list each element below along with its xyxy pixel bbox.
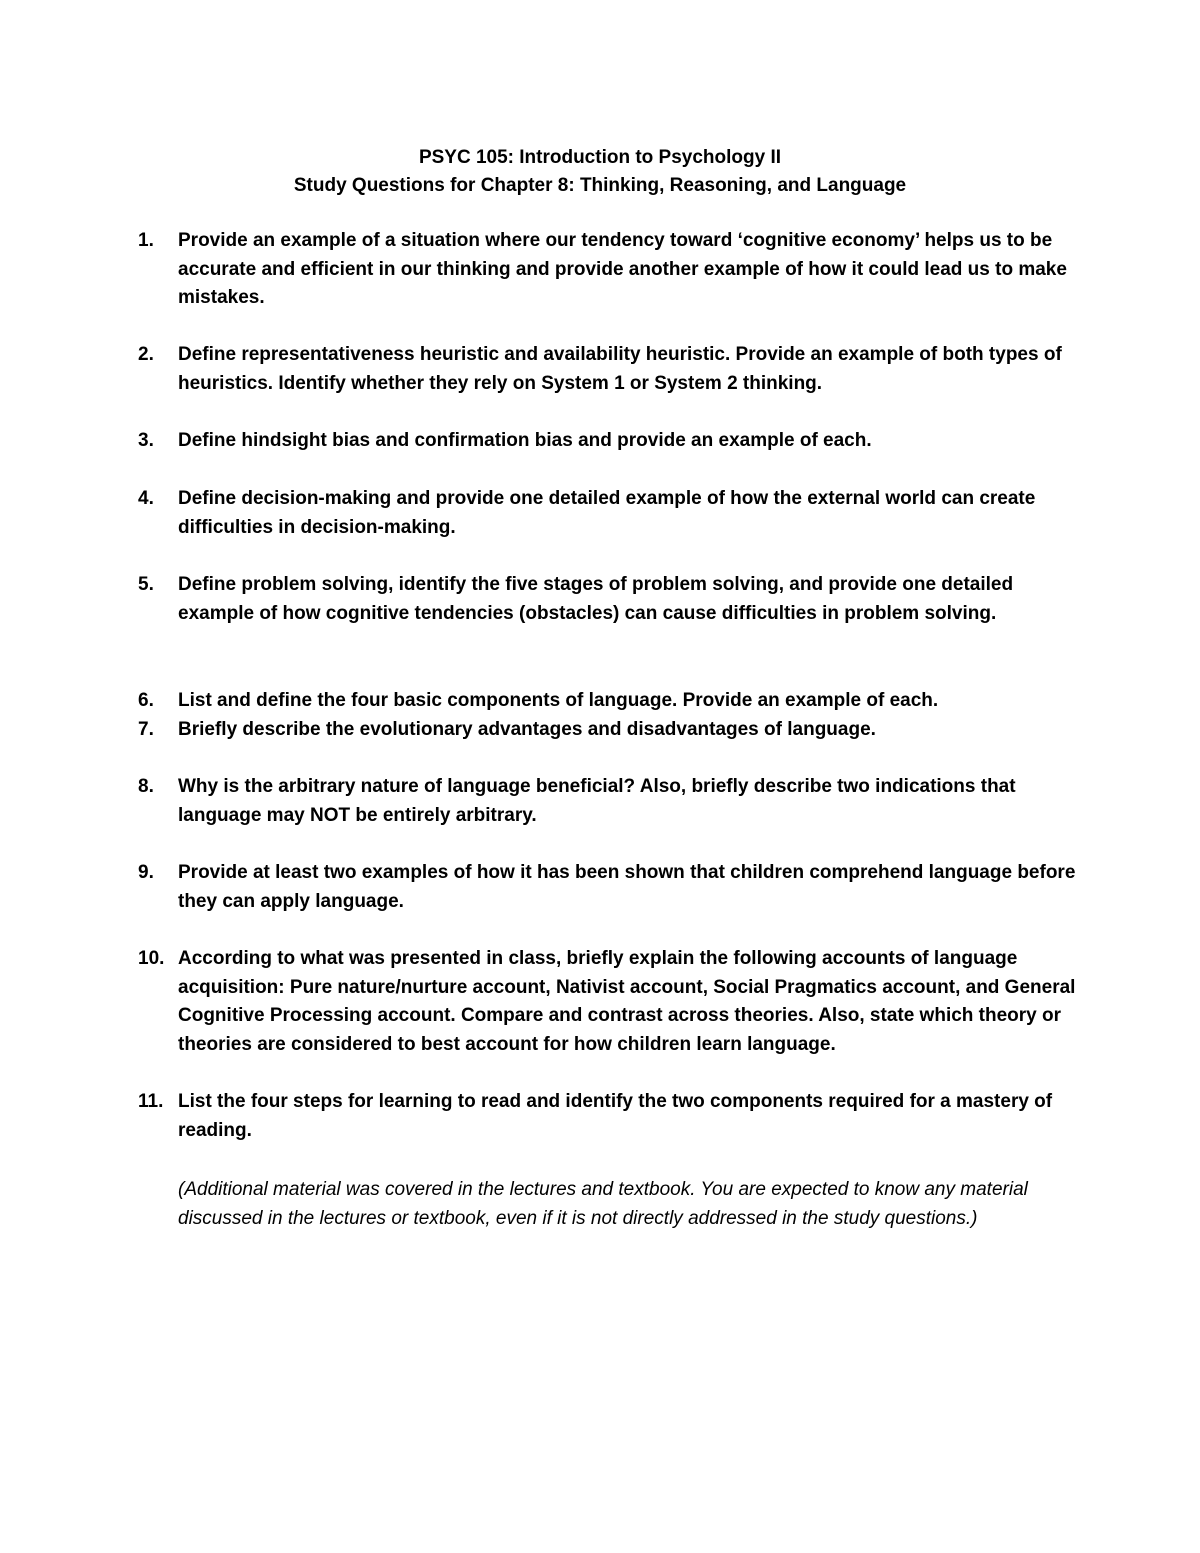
question-item	[138, 716, 1078, 745]
question-number: 9.	[138, 862, 154, 883]
question-text: Why is the arbitrary nature of language beneficial? Also, briefly describe two indications that language may NOT be entirely arbitrary.	[178, 776, 1016, 826]
question-text: According to what was presented in class, briefly explain the following accounts of language acquisition: Pure nature/nurture account, Nativist account, Social Pragmatics account, and General Cognitive Processing account. Compare and contrast across theories. Also, state which theory or theories are considered to best account for how children learn language.	[178, 948, 1076, 1055]
question-item	[138, 427, 1078, 456]
question-number: 11.	[138, 1091, 164, 1112]
question-item	[138, 571, 1078, 628]
question-text: Define hindsight bias and confirmation bias and provide an example of each.	[178, 430, 872, 451]
question-text: Define problem solving, identify the five stages of problem solving, and provide one detailed example of how cognitive tendencies (obstacles) can cause difficulties in problem solving.	[178, 574, 1014, 624]
course-title: PSYC 105: Introduction to Psychology II	[418, 147, 782, 168]
additional-material-note: (Additional material was covered in the lectures and textbook. You are expected to know any material discussed in the lectures or textbook, even if it is not directly addressed in the study questions.)	[178, 1179, 1028, 1229]
question-number: 5.	[138, 574, 154, 595]
question-item	[138, 227, 1078, 313]
question-number: 2.	[138, 344, 154, 365]
question-text: List and define the four basic components of language. Provide an example of each.	[178, 690, 939, 711]
question-number: 10.	[138, 948, 165, 969]
question-item	[138, 1088, 1078, 1145]
question-item	[138, 485, 1078, 542]
question-item	[138, 341, 1078, 398]
question-text: List the four steps for learning to read and identify the two components required for a mastery of reading.	[178, 1091, 1053, 1141]
question-number: 4.	[138, 488, 154, 509]
question-item	[138, 773, 1078, 830]
question-number: 1.	[138, 230, 154, 251]
question-text: Briefly describe the evolutionary advantages and disadvantages of language.	[178, 719, 876, 740]
question-item	[138, 945, 1078, 1059]
question-number: 6.	[138, 690, 154, 711]
question-text: Define representativeness heuristic and availability heuristic. Provide an example of both types of heuristics. Identify whether they rely on System 1 or System 2 thinking.	[178, 344, 1062, 394]
document-subtitle: Study Questions for Chapter 8: Thinking, Reasoning, and Language	[293, 175, 907, 196]
question-item	[138, 687, 1078, 716]
question-number: 8.	[138, 776, 154, 797]
question-number: 7.	[138, 719, 154, 740]
question-text: Provide an example of a situation where our tendency toward ‘cognitive economy’ helps us to be accurate and efficient in our thinking and provide another example of how it could lead us to make mistakes.	[178, 230, 1067, 308]
question-text: Provide at least two examples of how it has been shown that children comprehend language before they can apply language.	[178, 862, 1076, 912]
question-number: 3.	[138, 430, 154, 451]
question-text: Define decision-making and provide one detailed example of how the external world can create difficulties in decision-making.	[178, 488, 1036, 538]
question-item	[138, 859, 1078, 916]
